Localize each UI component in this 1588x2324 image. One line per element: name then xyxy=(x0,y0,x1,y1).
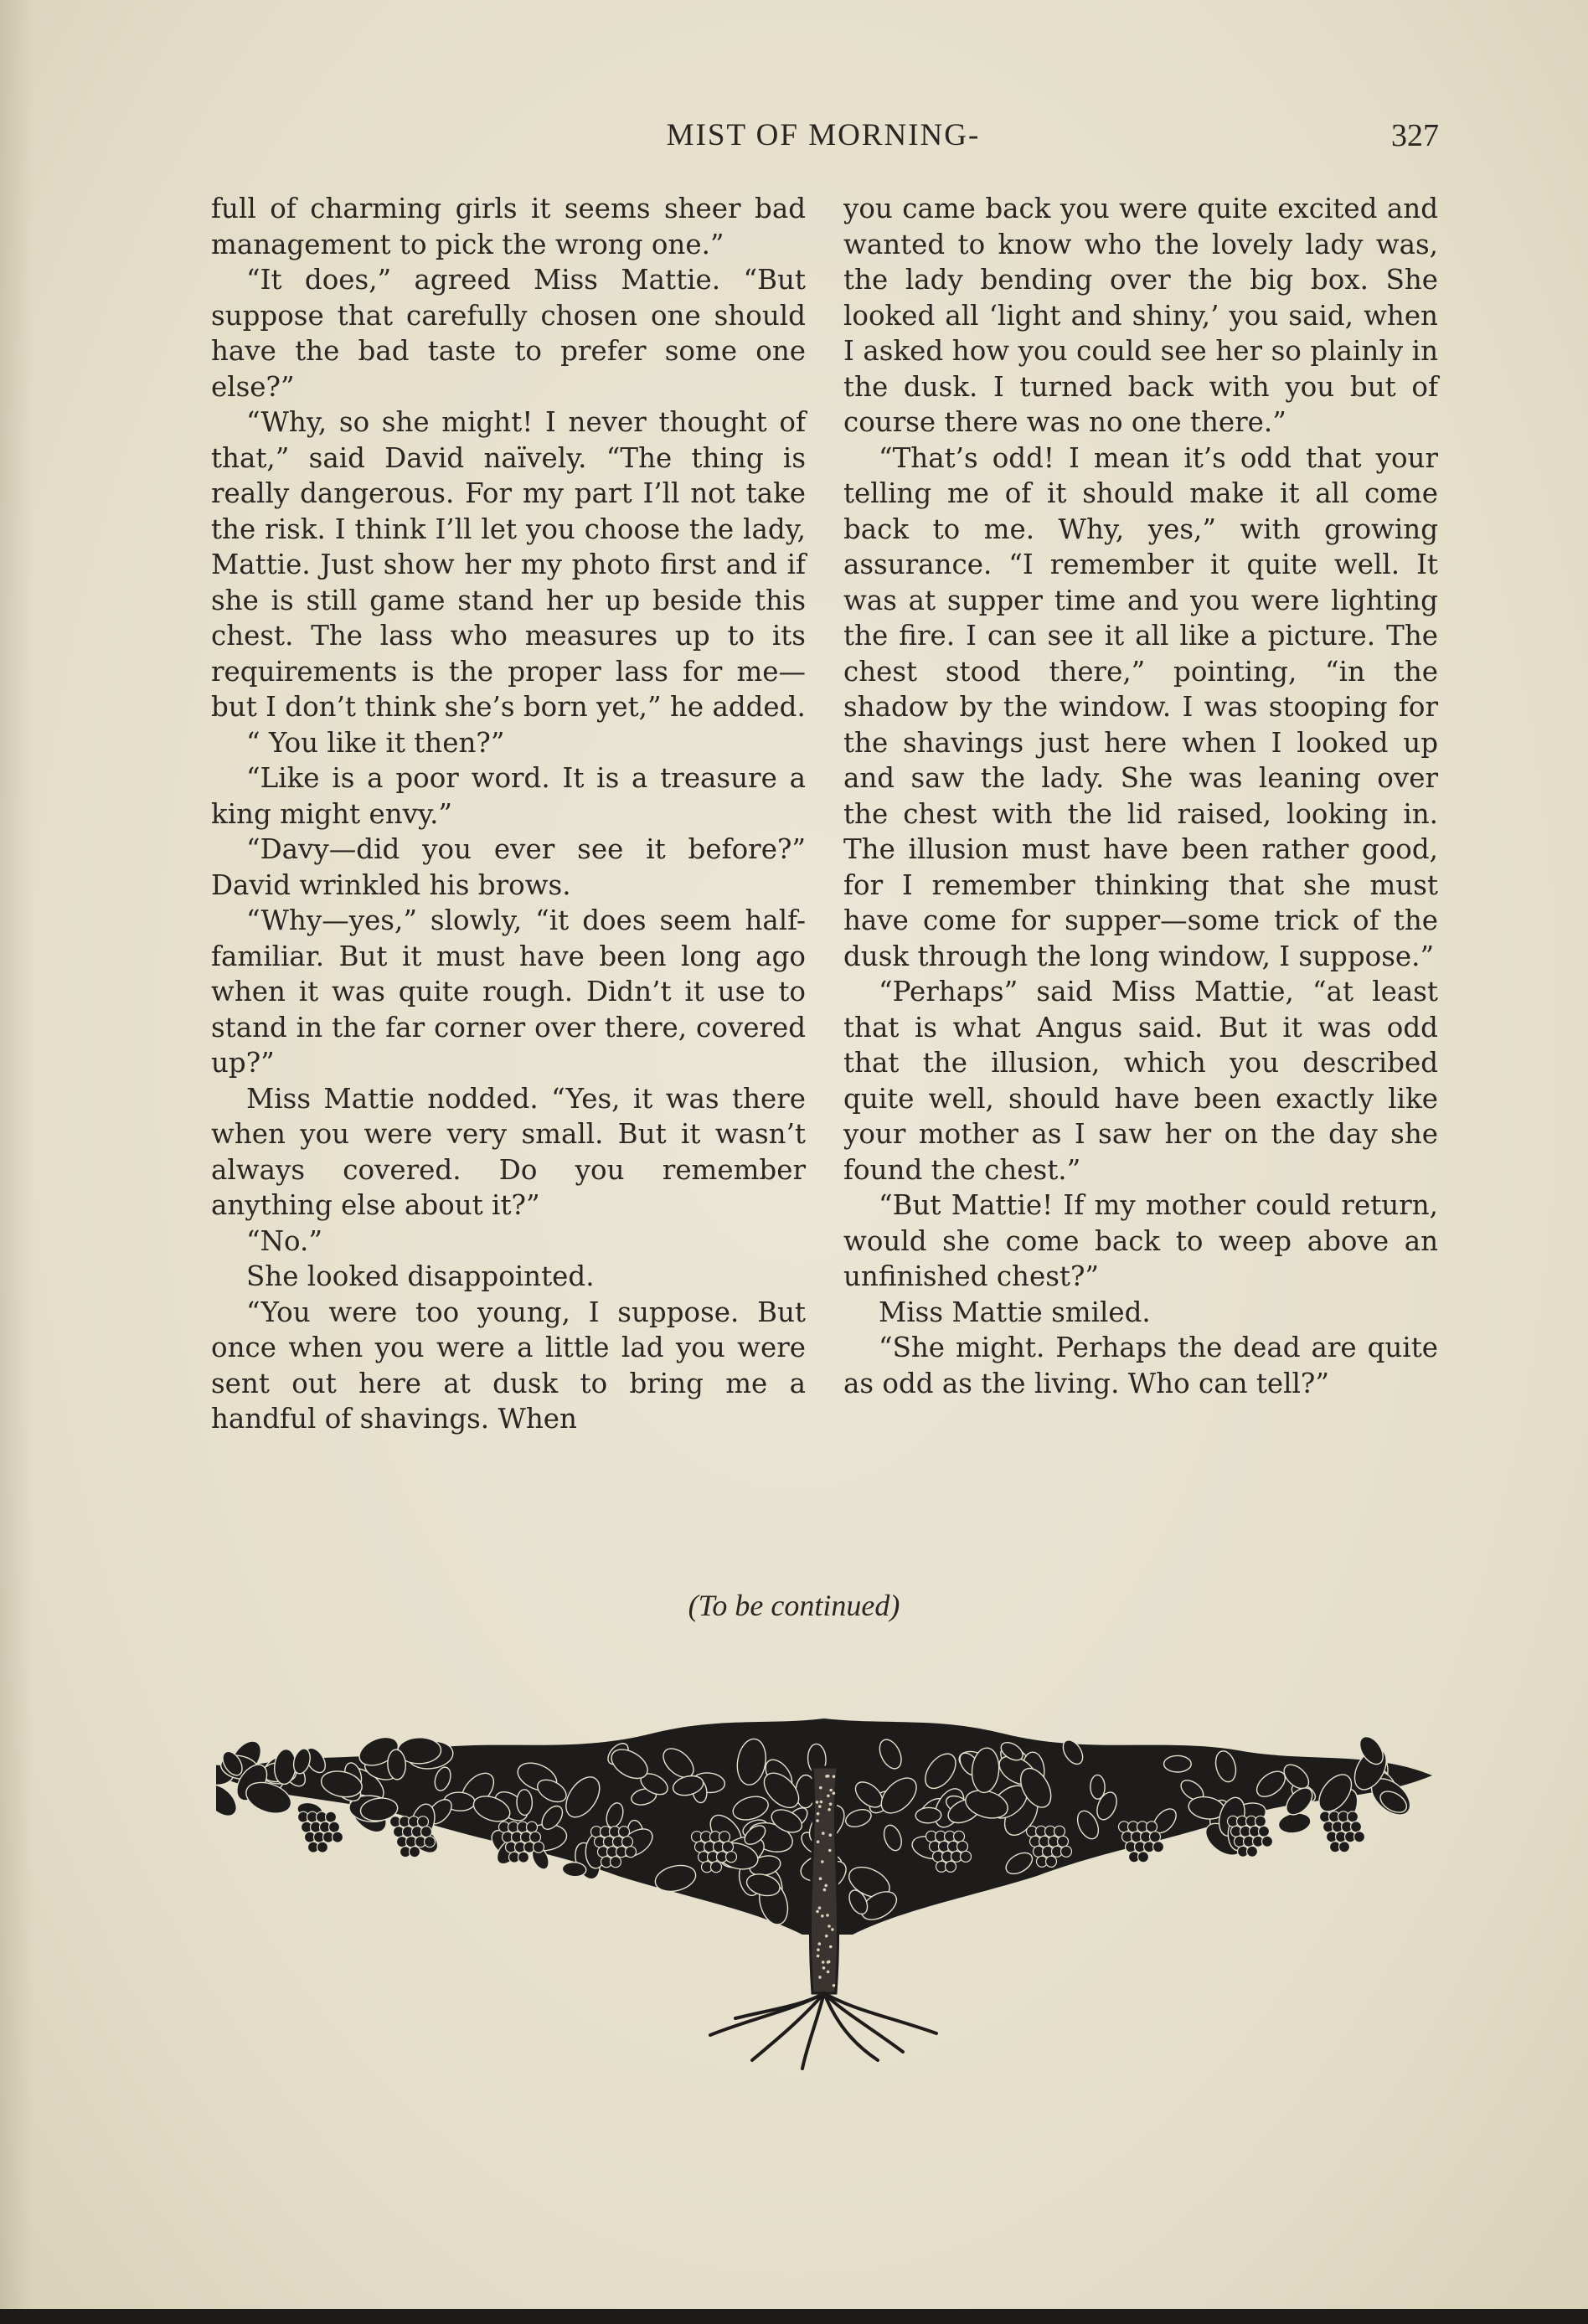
grape xyxy=(723,1842,734,1853)
trunk-texture xyxy=(817,1840,820,1843)
grape xyxy=(1348,1811,1359,1822)
trunk-texture xyxy=(816,1910,819,1914)
grape xyxy=(1255,1816,1266,1827)
trunk-texture xyxy=(829,1833,833,1837)
trunk-texture xyxy=(819,1877,822,1880)
page-gutter-shadow xyxy=(0,0,34,2324)
paragraph: “It does,” agreed Miss Mattie. “But suppose that carefully chosen one should have the bad taste to prefer some one else?” xyxy=(211,264,806,403)
paragraph: “She might. Perhaps the dead are quite as odd as the living. Who can tell?” xyxy=(843,1332,1438,1399)
grape xyxy=(961,1851,972,1862)
trunk-texture xyxy=(825,1775,828,1778)
trunk-texture xyxy=(833,1791,836,1795)
vine-trunk xyxy=(810,1767,838,1993)
trunk-texture xyxy=(821,1914,824,1918)
paragraph: “Why—yes,” slowly, “it does seem half-familiar. But it must have been long ago when it was quite rough. Didn’t it use to stand in the far corner over there, covered up?” xyxy=(211,904,806,1079)
paragraph: “ You like it then?” xyxy=(246,726,505,759)
grape xyxy=(719,1832,730,1842)
grape xyxy=(527,1822,538,1832)
trunk-texture xyxy=(821,1860,824,1863)
vine-root xyxy=(824,1993,936,2033)
trunk-texture xyxy=(831,1928,834,1931)
grape xyxy=(1150,1832,1161,1842)
page-number: 327 xyxy=(1391,118,1439,153)
paragraph: “That’s odd! I mean it’s odd that your telling me of it should make it all come back to me. Why, yes,” with growing assurance. “I remember it quite well. It was at supper time and you were lighting the fire. I can see it all like a picture. The chest stood there,” pointing, “in the shadow by the window. I was stooping for the shavings just here when I looked up and saw the lady. She was leaning over the chest with the lid raised, looking in. The illusion must have been rather good, for I remember thinking that she must have come for supper—some trick of the dusk through the long window, I suppose.” xyxy=(843,441,1438,972)
paragraph: Miss Mattie nodded. “Yes, it was there when you were very small. But it wasn’t always covered. Do you remember anything else about it?” xyxy=(211,1082,806,1221)
scan-border xyxy=(0,2309,1588,2324)
grape xyxy=(1262,1836,1273,1847)
grape xyxy=(946,1861,956,1872)
trunk-texture xyxy=(833,1984,836,1987)
trunk-texture xyxy=(817,1955,820,1958)
grape xyxy=(1339,1842,1350,1853)
left-column xyxy=(211,191,806,1437)
trunk-texture xyxy=(825,1935,828,1938)
grape xyxy=(333,1832,343,1842)
grape xyxy=(626,1847,637,1858)
grape xyxy=(326,1811,337,1822)
grape xyxy=(518,1852,529,1863)
trunk-texture xyxy=(818,1906,822,1909)
trunk-texture xyxy=(827,1795,830,1798)
grape xyxy=(534,1842,544,1853)
trunk-texture xyxy=(833,1775,836,1779)
grape xyxy=(1354,1832,1365,1842)
grape xyxy=(425,1837,436,1847)
trunk-texture xyxy=(818,1805,822,1808)
trunk-texture xyxy=(817,1812,820,1816)
grape xyxy=(1247,1846,1258,1857)
paragraph: “But Mattie! If my mother could return, would she come back to weep above an unfinished chest?” xyxy=(843,1189,1438,1292)
page-header xyxy=(208,117,1439,167)
trunk-texture xyxy=(816,1801,819,1804)
trunk-texture xyxy=(827,1961,830,1964)
paragraph: full of charming girls it seems sheer bad management to pick the wrong one.” xyxy=(211,193,806,260)
grape xyxy=(954,1831,965,1842)
grape xyxy=(1259,1826,1270,1837)
trunk-texture xyxy=(822,1961,825,1964)
trunk-texture xyxy=(823,1889,827,1892)
grape xyxy=(530,1832,541,1842)
grape xyxy=(1061,1846,1072,1857)
trunk-texture xyxy=(827,1971,830,1974)
paragraph: “No.” xyxy=(246,1224,322,1257)
trunk-texture xyxy=(818,1942,822,1945)
trunk-texture xyxy=(824,1884,828,1888)
trunk-texture xyxy=(828,1925,831,1928)
grape xyxy=(1058,1836,1069,1847)
paragraph: you came back you were quite excited and wanted to know who the lovely lady was, the lady bending over the big box. She looked all ‘light and shiny,’ you said, when I asked how you could see her so plainly in the dusk. I turned back with you but of course there was no one there.” xyxy=(843,193,1438,438)
trunk-texture xyxy=(829,1802,833,1806)
paragraph: “Why, so she might! I never thought of that,” said David naïvely. “The thing is really dangerous. For my part I’ll not take the risk. I think I’ll let you choose the lady, Mattie. Just show her my photo first and if she is still game stand her up beside this chest. The lass who measures up to its requirements is the proper lass for me—but I don’t think she’s born yet,” he added. xyxy=(211,406,806,723)
grape xyxy=(421,1827,432,1837)
trunk-texture xyxy=(829,1789,833,1792)
trunk-texture xyxy=(816,1819,819,1822)
to-be-continued: (To be continued) xyxy=(688,1589,900,1622)
trunk-texture xyxy=(822,1966,826,1970)
trunk-texture xyxy=(822,1832,825,1835)
grape xyxy=(611,1857,621,1868)
grape xyxy=(957,1841,968,1852)
paragraph: “Perhaps” said Miss Mattie, “at least that is what Angus said. But it was odd that the illusion, which you described quite well, should have been exactly like your mother as I saw her on the day she found the chest.” xyxy=(843,976,1438,1186)
vine-leaf xyxy=(1164,1755,1192,1772)
vine-leaf xyxy=(1090,1775,1106,1799)
trunk-texture xyxy=(818,1976,822,1979)
grape xyxy=(1147,1822,1157,1832)
paragraph: She looked disappointed. xyxy=(246,1260,595,1292)
grape xyxy=(726,1852,737,1863)
paragraph: Miss Mattie smiled. xyxy=(879,1296,1151,1328)
vine-leaf xyxy=(915,1807,941,1823)
grapevine-tree-icon xyxy=(216,1717,1432,2077)
grape xyxy=(329,1822,340,1832)
trunk-texture xyxy=(826,1914,829,1917)
paragraph: “Davy—did you ever see it before?” David wrinkled his brows. xyxy=(211,833,806,901)
grape xyxy=(1054,1826,1065,1837)
grape xyxy=(1153,1842,1164,1853)
grape xyxy=(619,1827,630,1837)
grape xyxy=(410,1847,420,1858)
grape xyxy=(1046,1856,1057,1867)
grape xyxy=(622,1837,633,1847)
paragraph: “Like is a poor word. It is a treasure a king might envy.” xyxy=(211,762,806,830)
trunk-texture xyxy=(817,1948,820,1951)
trunk-texture xyxy=(829,1945,833,1949)
grape xyxy=(317,1842,328,1853)
right-column xyxy=(843,191,1438,1401)
trunk-texture xyxy=(828,1808,831,1811)
grape xyxy=(1138,1852,1149,1863)
grape xyxy=(1351,1822,1362,1832)
grape xyxy=(711,1862,722,1873)
paragraph: “You were too young, I suppose. But once when you were a little lad you were sent out here at dusk to bring me a handful of shavings. When xyxy=(211,1296,806,1435)
vine-leaf xyxy=(517,1790,533,1816)
trunk-texture xyxy=(820,1801,823,1804)
trunk-texture xyxy=(828,1849,832,1853)
running-head: MIST OF MORNING- xyxy=(666,118,981,152)
grape xyxy=(418,1816,429,1827)
trunk-texture xyxy=(819,1786,822,1790)
vine-root xyxy=(824,1993,903,2052)
